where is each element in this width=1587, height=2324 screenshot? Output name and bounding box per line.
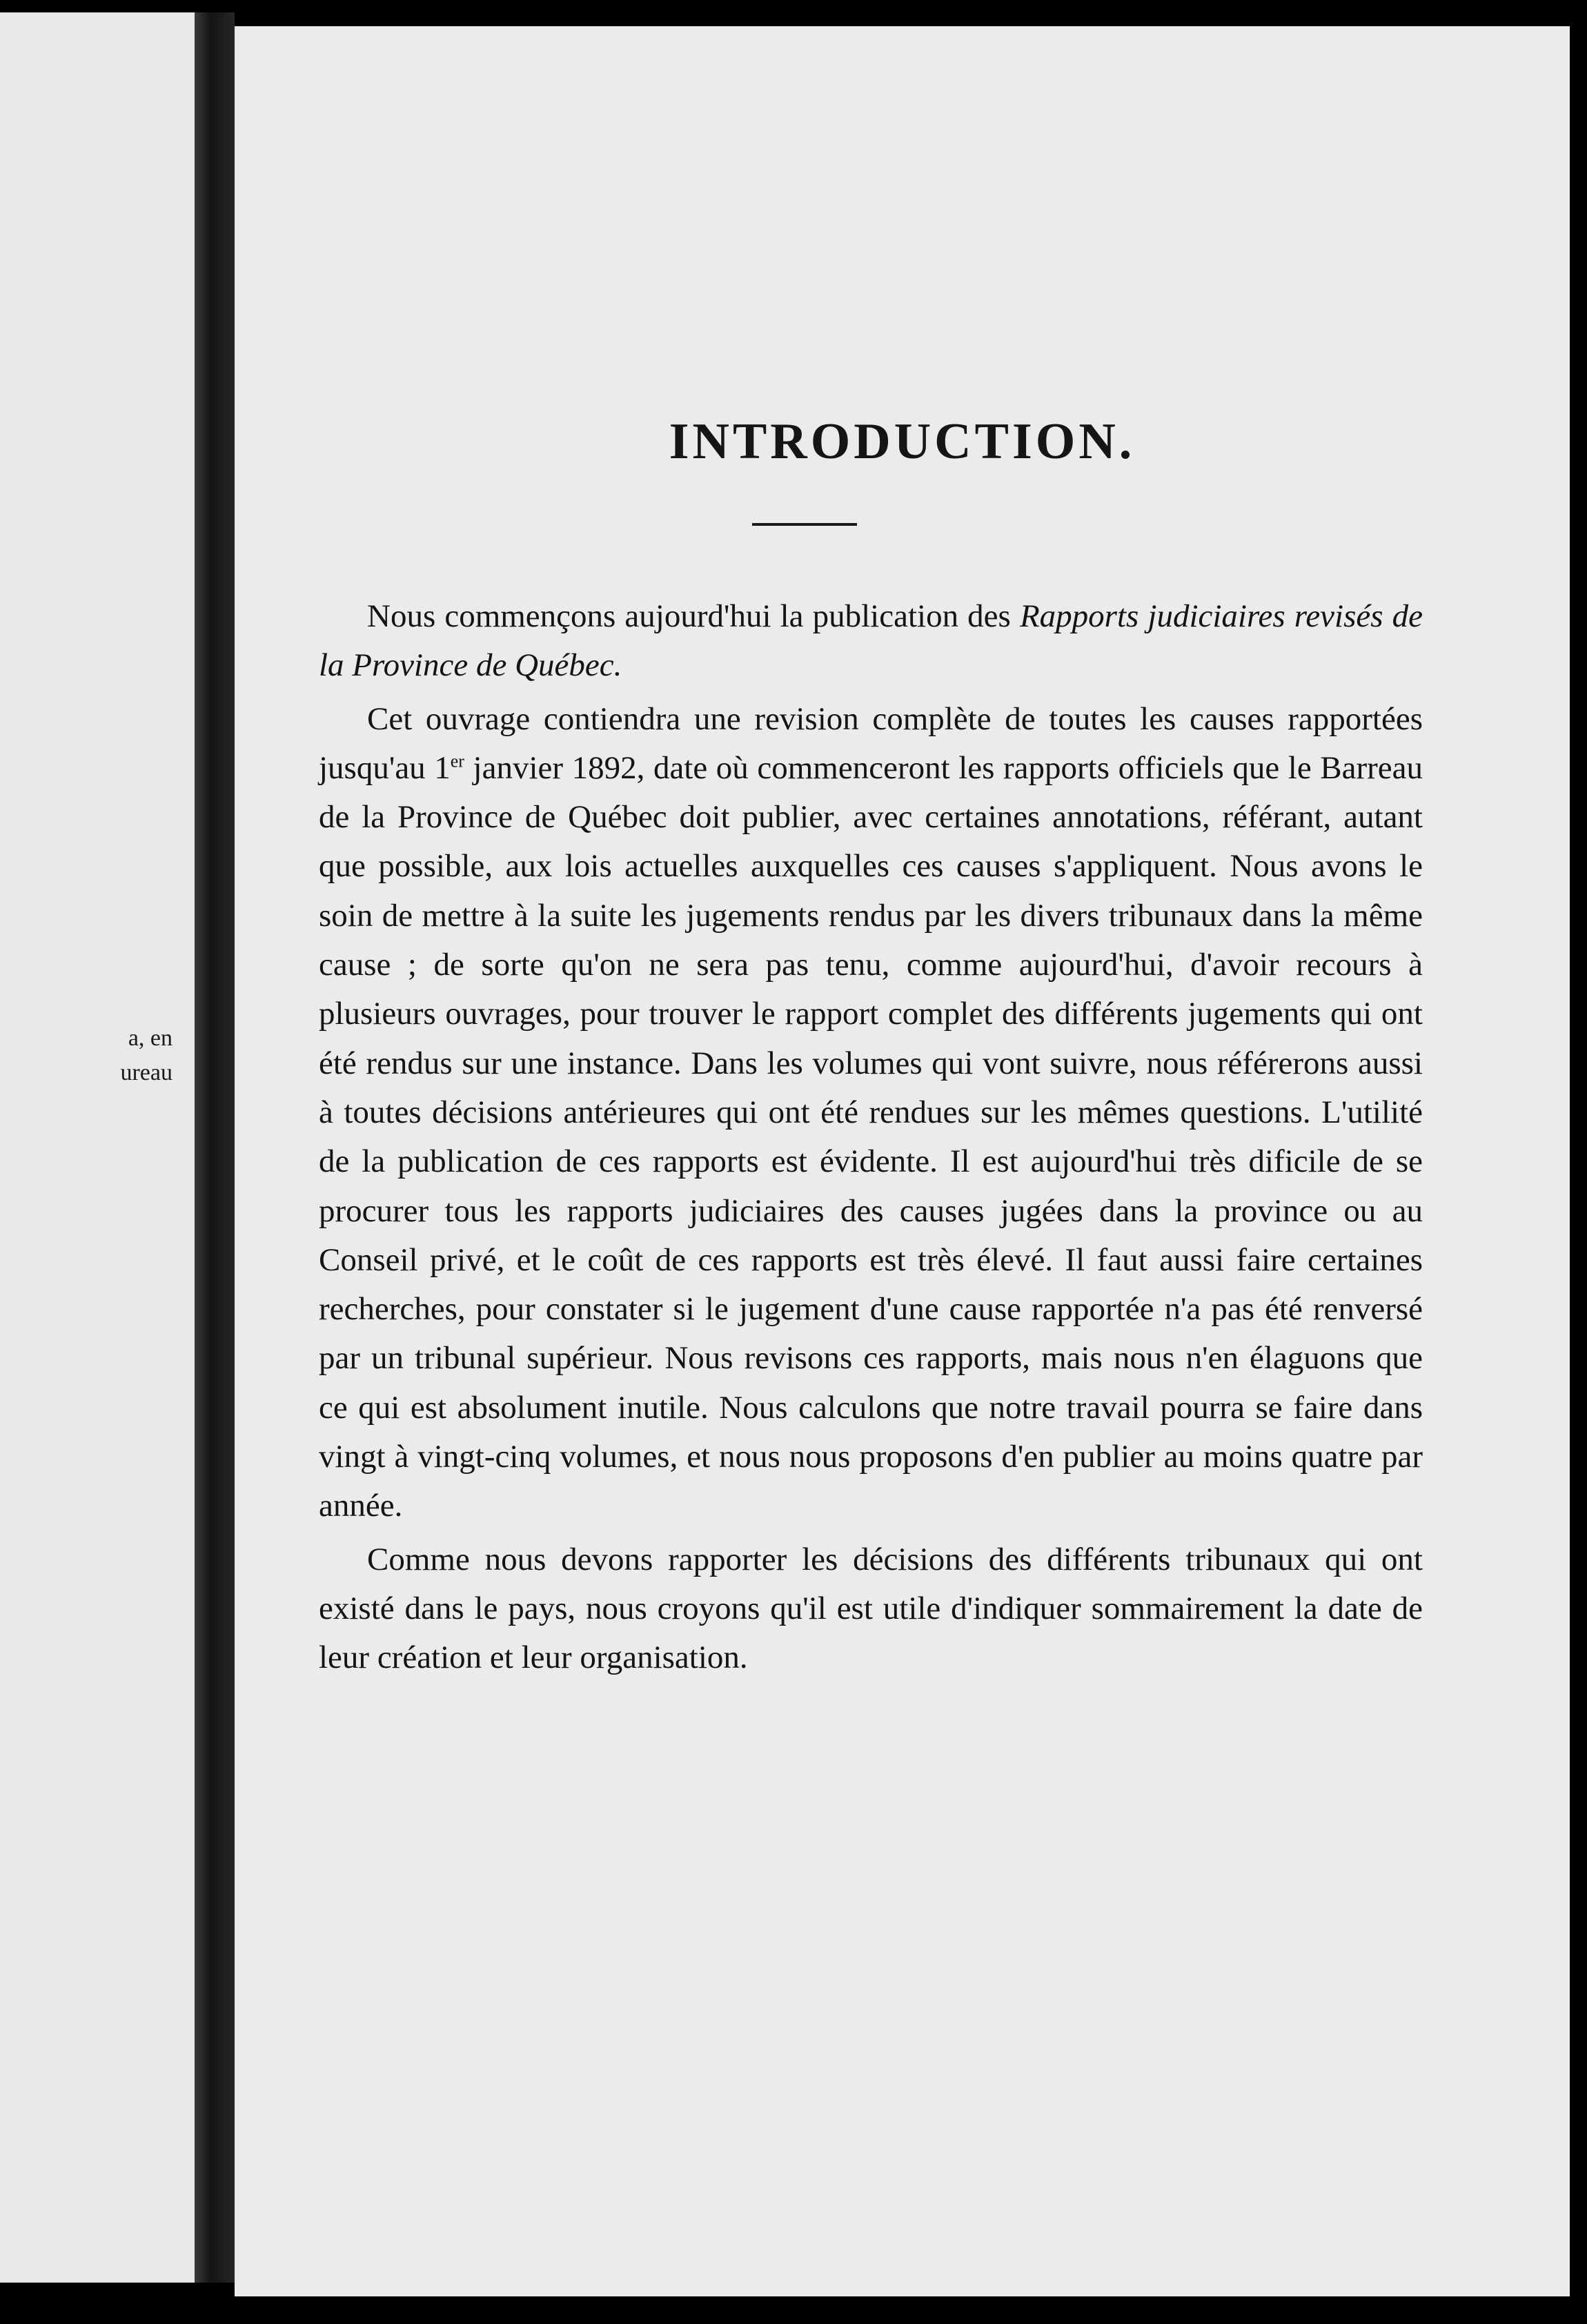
paragraph-2-text-a: Cet ouvrage contiendra une revision complète de toutes les causes rapportées jusqu'au 1 <box>319 700 1423 786</box>
document-page <box>235 26 1570 2296</box>
paragraph-1 <box>319 592 1423 691</box>
facing-page <box>0 12 195 2283</box>
paragraph-2-superscript: er <box>450 751 464 771</box>
paragraph-1-text: Nous commençons aujourd'hui la publication des <box>367 598 1020 634</box>
paragraph-2 <box>319 695 1423 1531</box>
page-title: INTRODUCTION. <box>669 413 1136 470</box>
paragraph-1-italic: Rapports judiciaires revisés de la Province de Québec. <box>319 598 1423 684</box>
facing-page-fragment-2: ureau <box>120 1060 172 1085</box>
facing-page-fragment-1: a, en <box>128 1025 172 1051</box>
book-gutter <box>195 12 235 2283</box>
title-rule <box>752 523 857 526</box>
body-text <box>319 592 1423 1683</box>
paragraph-3: Comme nous devons rapporter les décisions des différents tribunaux qui ont existé dans le pays, nous croyons qu'il est utile d'indiquer sommairement la date de leur création et leur organisation. <box>319 1541 1423 1676</box>
paragraph-2-text-b: janvier 1892, date où commenceront les rapports officiels que le Barreau de la Province de Québec doit publier, avec certaines annotations, référant, autant que possible, aux lois actuelles auxquelles ces causes s'appliquent. Nous avons le soin de mettre à la suite les jugements rendus par les divers tribunaux dans la même cause ; de sorte qu'on ne sera pas tenu, comme aujourd'hui, d'avoir recours à plusieurs ouvrages, pour trouver le rapport complet des différents jugements qui ont été rendus sur une instance. Dans les volumes qui vont suivre, nous référerons aussi à toutes décisions antérieures qui ont été rendues sur les mêmes questions. L'utilité de la publication de ces rapports est évidente. Il est aujourd'hui très dificile de se procurer tous les rapports judiciaires des causes jugées dans la province ou au Conseil privé, et le coût de ces rapports est très élevé. Il faut aussi faire certaines recherches, pour constater si le jugement d'une cause rapportée n'a pas été renversé par un tribunal supérieur. Nous revisons ces rapports, mais nous n'en élaguons que ce qui est absolument inutile. Nous calculons que notre travail pourra se faire dans vingt à vingt-cinq volumes, et nous nous proposons d'en publier au moins quatre par année. <box>319 749 1423 1524</box>
